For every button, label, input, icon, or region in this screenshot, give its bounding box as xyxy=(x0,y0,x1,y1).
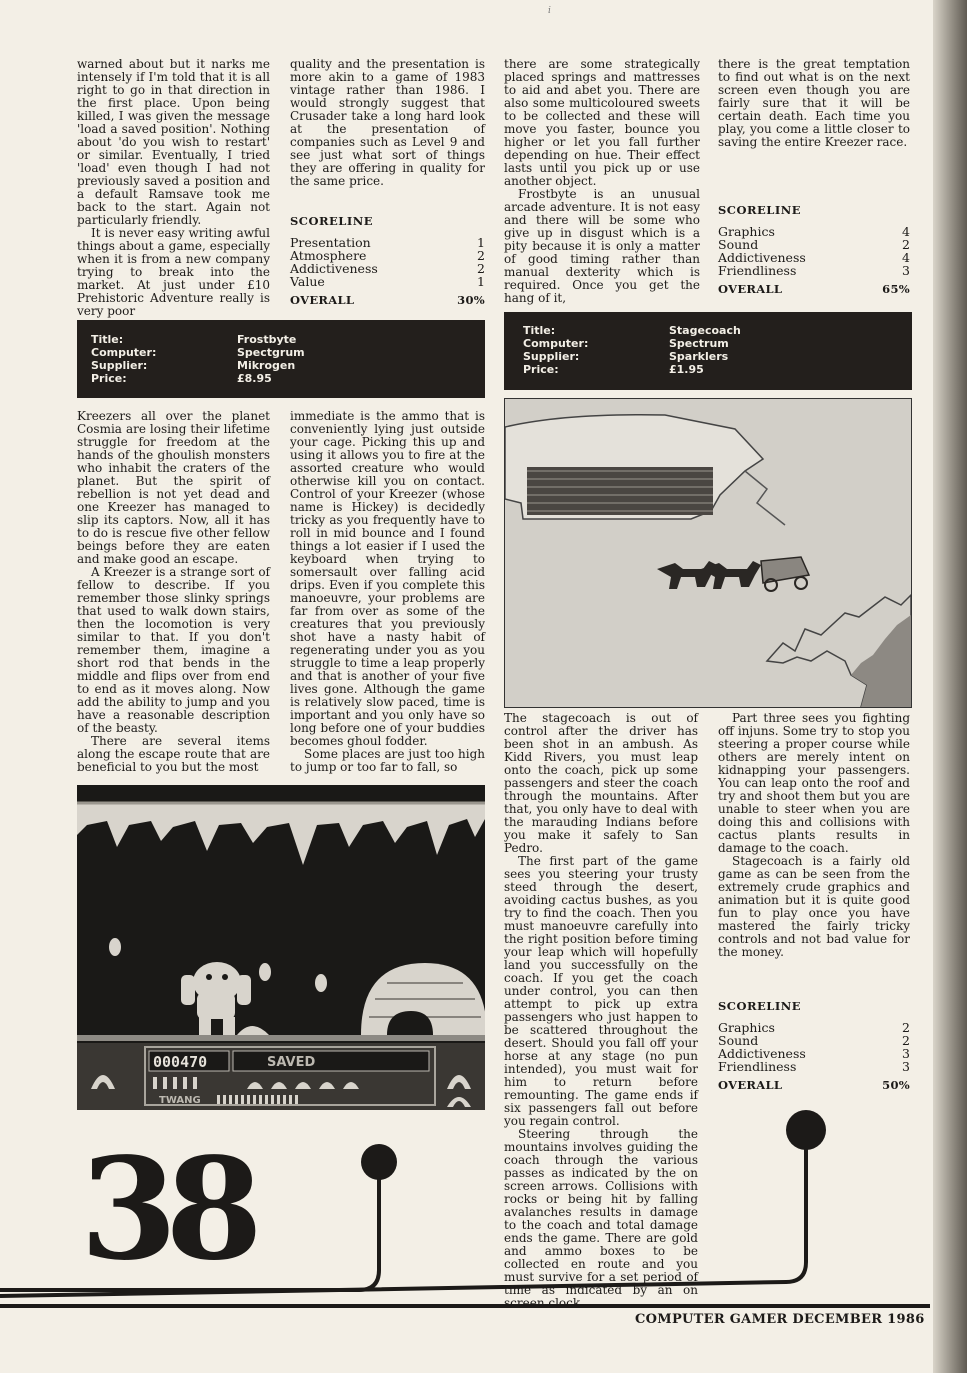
paragraph: There are several items along the escape route that are beneficial to you but the most xyxy=(77,734,270,774)
paragraph: The first part of the game sees you steering your trusty steed through the desert, avoiding cactus bushes, as you try to find the coach. Then you must manoeuvre carefully into the right position before timing your leap which will hopefully land you successfully on the coach. If you get the coach under control, you can then attempt to pick up extra passengers who just happen to be scattered throughout the desert. Should you fall off your horse at any stage (no pun intended), you must wait for him to return before remounting. The game ends if six passengers fall out before you regain control. xyxy=(504,854,698,1128)
paragraph: Frostbyte is an unusual arcade adventure. It is not easy and there will be some who give up in disgust which is a pity because it is only a matter of good timing rather than manual dexterity which is required. Once you get the hang of it, xyxy=(504,187,700,305)
info-label: Price: xyxy=(523,363,559,376)
score-label: Addictiveness xyxy=(718,1046,806,1061)
info-row xyxy=(91,359,485,372)
paragraph: Part three sees you fighting off injuns. Some try to stop you steering a proper course while others are merely intent on kidnapping your passengers. You can leap onto the roof and try and shoot them but you are unable to steer when you are doing this and collisions with cactus plants results in damage to the coach. xyxy=(718,711,910,855)
frostbyte-screenshot xyxy=(77,785,485,1110)
overall-value: 30% xyxy=(457,293,485,307)
paragraph: The stagecoach is out of control after the driver has been shot in an ambush. As Kidd Rivers, you must leap onto the coach, pick up some passengers and steer the coach through the mountains. After that, you only have to deal with the marauding Indians before you make it safely to San Pedro. xyxy=(504,711,698,855)
info-label: Computer: xyxy=(91,346,157,359)
prev-review-column-2 xyxy=(290,58,485,188)
score-label: Atmosphere xyxy=(290,248,367,263)
info-label: Price: xyxy=(91,372,127,385)
page-number: 38 xyxy=(80,1128,251,1292)
saved-readout: SAVED xyxy=(267,1055,316,1070)
score-readout: 000470 xyxy=(153,1053,208,1071)
score-label: Graphics xyxy=(718,1020,775,1035)
rock-face-hatching xyxy=(527,467,713,515)
page-mark: i xyxy=(548,6,551,16)
rock xyxy=(237,1026,269,1035)
prev-review-scoreline xyxy=(290,215,485,307)
score-value: 3 xyxy=(902,1046,910,1061)
frostbyte-column-1 xyxy=(77,410,270,774)
score-value: 2 xyxy=(902,1033,910,1048)
score-label: Sound xyxy=(718,1033,759,1048)
info-row xyxy=(523,324,912,337)
stagecoach-scene xyxy=(505,399,912,708)
info-value: Mikrogen xyxy=(237,359,296,372)
score-label: Friendliness xyxy=(718,263,797,278)
score-value: 4 xyxy=(902,250,910,265)
paragraph: Steering through the mountains involves guiding the coach through the various passes as indicated by the on screen arrows. Collisions with rocks or being hit by falling avalanches results in damage to the coach and total damage ends the game. There are gold and ammo boxes to be collected en route and you must survive for a set period of time as indicated by an on screen clock. xyxy=(504,1127,698,1310)
stagecoach-screenshot xyxy=(504,398,912,708)
stagecoach-column-1 xyxy=(504,712,698,1310)
info-value: £1.95 xyxy=(669,363,704,376)
frostbyte-info-box xyxy=(77,320,485,398)
frostbyte-tail-column-1 xyxy=(504,58,700,305)
twang-label: TWANG xyxy=(159,1095,201,1106)
magazine-footer: COMPUTER GAMER DECEMBER 1986 xyxy=(635,1312,925,1327)
scoreline-heading: SCORELINE xyxy=(718,203,802,217)
paragraph: A Kreezer is a strange sort of fellow to describe. If you remember those slinky springs that used to walk down stairs, then the locomotion is very similar to that. If you don't remember them, imagine a short rod that bends in the middle and flips over from end to end as it moves along. Now add the ability to jump and you have a reasonable description of the beasty. xyxy=(77,565,270,735)
overall-label: OVERALL xyxy=(718,1078,783,1092)
igloo xyxy=(361,963,485,1035)
info-row xyxy=(91,346,485,359)
acid-drop xyxy=(259,963,271,981)
overall-label: OVERALL xyxy=(718,282,783,296)
info-row xyxy=(91,333,485,346)
paragraph: there is the great temptation to find out what is on the next screen even though you are fairly sure that it will be certain death. Each time you play, you come a little closer to saving the entire Kreezer race. xyxy=(718,57,910,149)
score-value: 1 xyxy=(477,235,485,250)
score-row xyxy=(290,275,485,288)
info-label: Title: xyxy=(523,324,556,337)
frostbyte-tail-column-2 xyxy=(718,58,910,149)
overall-row xyxy=(718,283,910,296)
score-value: 3 xyxy=(902,1059,910,1074)
info-label: Supplier: xyxy=(91,359,148,372)
overall-value: 50% xyxy=(882,1078,910,1092)
score-label: Presentation xyxy=(290,235,371,250)
frostbyte-scene xyxy=(77,785,485,1110)
stagecoach-scoreline xyxy=(718,1000,910,1092)
icicle-ceiling xyxy=(77,803,485,865)
frostbyte-column-2 xyxy=(290,410,485,774)
paragraph: there are some strategically placed springs and mattresses to aid and abet you. There are also some multicoloured sweets to be collected and these will move you faster, bounce you higher or let you fall further depending on hue. Their effect lasts until you pick up or use another object. xyxy=(504,57,700,188)
rock-crack xyxy=(745,471,785,525)
scoreline-heading: SCORELINE xyxy=(290,214,374,228)
frostbyte-scoreline xyxy=(718,204,910,296)
overall-row xyxy=(290,294,485,307)
info-value: Sparklers xyxy=(669,350,729,363)
info-row xyxy=(523,363,912,376)
score-value: 1 xyxy=(477,274,485,289)
score-label: Sound xyxy=(718,237,759,252)
score-value: 3 xyxy=(902,263,910,278)
dot-ornament xyxy=(786,1110,826,1150)
ground xyxy=(77,1035,485,1041)
info-value: Stagecoach xyxy=(669,324,741,337)
score-label: Graphics xyxy=(718,224,775,239)
paragraph: immediate is the ammo that is conveniently lying just outside your cage. Picking this up and using it allows you to fire at the assorted creature who would otherwise kill you on contact. Control of your Kreezer (whose name is Hickey) is decidedly tricky as you frequently have to roll in mid bounce and I found things a lot easier if I used the keyboard when trying to somersault over falling acid drips. Even if you complete this manoeuvre, your problems are far from over as some of the creatures that you previously shot have a nasty habit of regenerating under you as you struggle to time a leap properly and that is another of your five lives gone. Although the game is relatively slow paced, time is important and you only have so long before one of your buddies becomes ghoul fodder. xyxy=(290,409,485,748)
stagecoach-column-2 xyxy=(718,712,910,959)
info-value: £8.95 xyxy=(237,372,272,385)
score-value: 2 xyxy=(477,261,485,276)
ghoul-monster xyxy=(181,962,251,1035)
prev-review-column-1 xyxy=(77,58,270,318)
info-value: Spectrum xyxy=(669,337,729,350)
overall-label: OVERALL xyxy=(290,293,355,307)
score-label: Addictiveness xyxy=(290,261,378,276)
score-value: 2 xyxy=(902,1020,910,1035)
dot-ornament xyxy=(361,1144,397,1180)
paragraph: It is never easy writing awful things about a game, especially when it is from a new company trying to break into the market. At just under £10 Prehistoric Adventure really is very poor xyxy=(77,226,270,318)
score-label: Friendliness xyxy=(718,1059,797,1074)
paragraph: quality and the presentation is more akin to a game of 1983 vintage rather than 1986. I would strongly suggest that Crusader take a long hard look at the presentation of companies such as Level 9 and see just what sort of things they are offering in quality for the same price. xyxy=(290,57,485,188)
overall-row xyxy=(718,1079,910,1092)
scoreline-heading: SCORELINE xyxy=(718,999,802,1013)
score-value: 2 xyxy=(477,248,485,263)
score-row xyxy=(718,1060,910,1073)
acid-drop xyxy=(315,974,327,992)
info-row xyxy=(523,350,912,363)
info-row xyxy=(523,337,912,350)
paragraph: Some places are just too high to jump or too far to fall, so xyxy=(290,747,485,774)
page-binding-edge xyxy=(933,0,967,1373)
acid-drop xyxy=(109,938,121,956)
info-label: Supplier: xyxy=(523,350,580,363)
paragraph: Stagecoach is a fairly old game as can be seen from the extremely crude graphics and animation but it is quite good fun to play once you have mastered the fairly tricky controls and not bad value for the money. xyxy=(718,854,910,959)
info-row xyxy=(91,372,485,385)
score-value: 2 xyxy=(902,237,910,252)
score-value: 4 xyxy=(902,224,910,239)
info-label: Title: xyxy=(91,333,124,346)
info-label: Computer: xyxy=(523,337,589,350)
overall-value: 65% xyxy=(882,282,910,296)
score-label: Value xyxy=(290,274,325,289)
stagecoach-sprite xyxy=(657,557,809,591)
stagecoach-info-box xyxy=(504,312,912,390)
score-row xyxy=(718,264,910,277)
info-value: Spectgrum xyxy=(237,346,305,359)
paragraph: Kreezers all over the planet Cosmia are losing their lifetime struggle for freedom at the hands of the ghoulish monsters who inhabit the craters of the planet. But the spirit of rebellion is not yet dead and one Kreezer has managed to slip its captors. Now, all it has to do is rescue five other fellow beings before they are eaten and make good an escape. xyxy=(77,409,270,566)
info-value: Frostbyte xyxy=(237,333,297,346)
score-label: Addictiveness xyxy=(718,250,806,265)
paragraph: warned about but it narks me intensely if I'm told that it is all right to go in that direction in the first place. Upon being killed, I was given the message 'load a saved position'. Nothing about 'do you wish to restart' or similar. Eventually, I tried 'load' even though I had not previously saved a position and a default Ramsave took me back to the start. Again not particularly friendly. xyxy=(77,57,270,227)
